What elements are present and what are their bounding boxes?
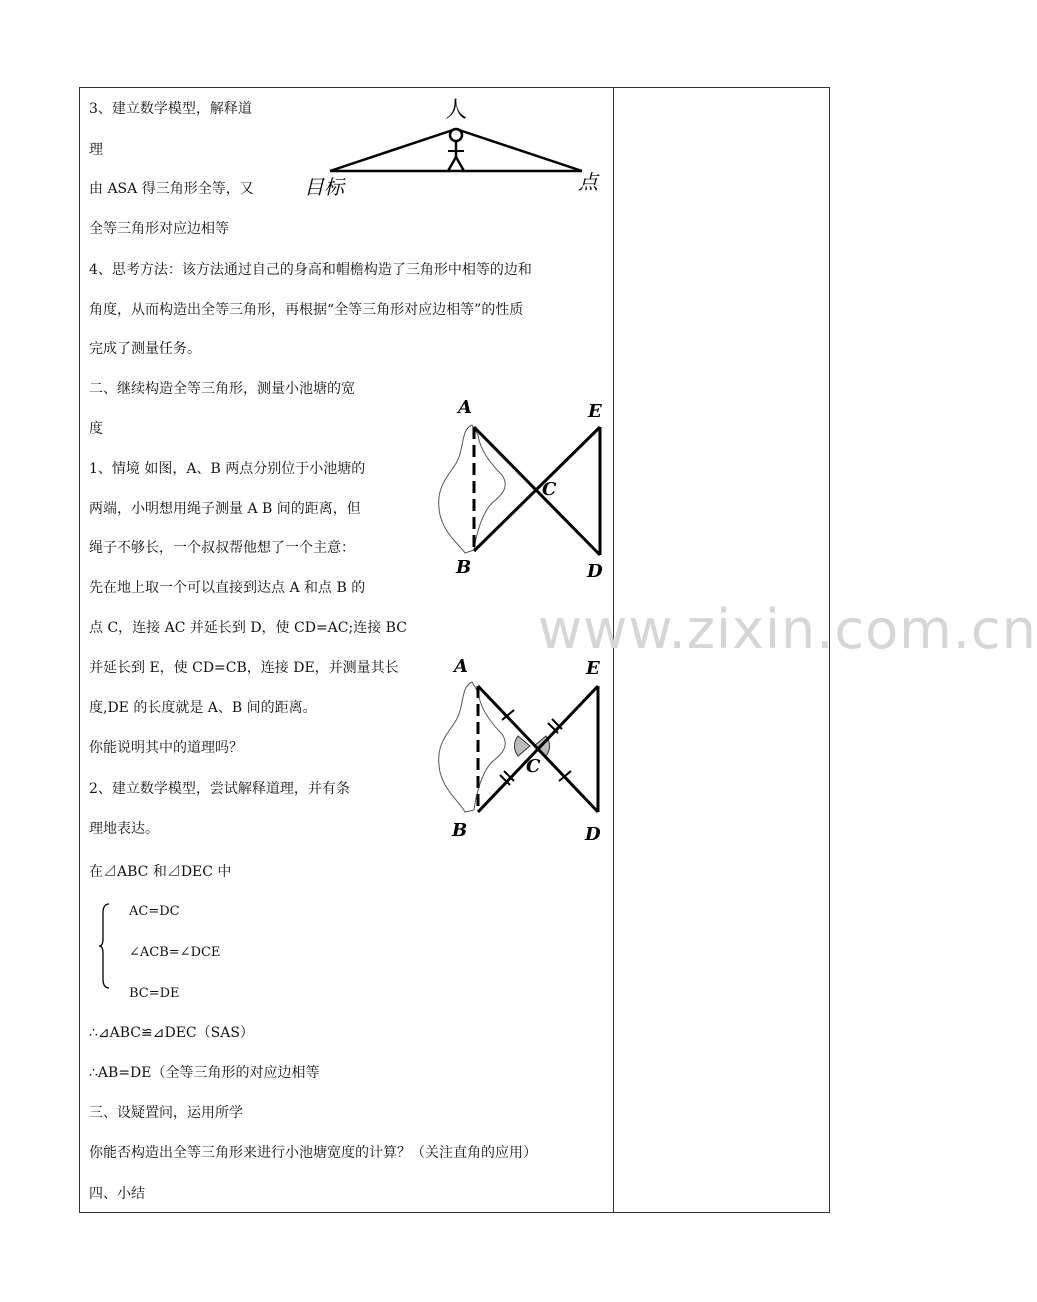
- point-A-label: A: [454, 656, 468, 677]
- part2-line: 点 C，连接 AC 并延长到 D，使 CD=AC;连接 BC: [89, 620, 407, 636]
- person-head: [450, 129, 462, 141]
- section4-line3: 完成了测量任务。: [89, 341, 201, 357]
- watermark: www.zixin.com.cn: [538, 598, 1037, 661]
- part2-title: 二、继续构造全等三角形，测量小池塘的宽: [89, 381, 355, 397]
- proof-intro: 在⊿ABC 和⊿DEC 中: [89, 864, 232, 880]
- pond-shape: [439, 425, 506, 553]
- point-A-label: A: [458, 397, 472, 418]
- part2-line: 理地表达。: [89, 821, 159, 837]
- part2-line: 度,DE 的长度就是 A、B 间的距离。: [89, 700, 317, 716]
- part2-line: 1、情境 如图，A、B 两点分别位于小池塘的: [89, 461, 366, 477]
- part2-line: 先在地上取一个可以直接到达点 A 和点 B 的: [89, 580, 366, 596]
- part3-question: 你能否构造出全等三角形来进行小池塘宽度的计算？（关注直角的应用）: [89, 1145, 537, 1161]
- part2-title-cont: 度: [89, 421, 103, 437]
- section4-line1: 4、思考方法：该方法通过自己的身高和帽檐构造了三角形中相等的边和: [89, 262, 532, 278]
- person-leg-right: [456, 157, 464, 171]
- part2-line: 绳子不够长，一个叔叔帮他想了一个主意：: [89, 540, 355, 556]
- point-C-label: C: [526, 756, 541, 777]
- person-leg-left: [448, 157, 456, 171]
- point-B-label: B: [456, 557, 472, 578]
- part4-title: 四、小结: [89, 1186, 145, 1202]
- section3-title-cont: 理: [89, 142, 103, 158]
- point-label: 点: [578, 170, 598, 194]
- point-B-label: B: [452, 820, 468, 841]
- proof-condition-2: ∠ACB=∠DCE: [129, 945, 221, 960]
- proof-conclusion-2: ∴AB=DE（全等三角形的对应边相等: [89, 1065, 320, 1081]
- point-D-label: D: [587, 561, 603, 582]
- figure-pond-triangles: [430, 395, 610, 585]
- part2-line: 2、建立数学模型，尝试解释道理，并有条: [89, 781, 350, 797]
- part2-line: 两端，小明想用绳子测量 A B 间的距离，但: [89, 501, 361, 517]
- point-D-label: D: [585, 824, 601, 845]
- sight-line-left: [330, 129, 456, 171]
- point-C-label: C: [542, 479, 557, 500]
- sight-line-right: [456, 129, 582, 171]
- figure-marked-triangles: [430, 652, 610, 847]
- section4-line2: 角度，从而构造出全等三角形，再根据“全等三角形对应边相等”的性质: [89, 302, 524, 318]
- point-E-label: E: [588, 401, 602, 422]
- section3-line1: 由 ASA 得三角形全等，又: [89, 181, 254, 197]
- part2-line: 并延长到 E，使 CD=CB，连接 DE，并测量其长: [89, 660, 399, 676]
- person-label: 人: [445, 98, 468, 123]
- section3-title: 3、建立数学模型，解释道: [89, 101, 252, 117]
- part2-line: 你能说明其中的道理吗？: [89, 740, 243, 756]
- target-label: 目标: [304, 175, 344, 199]
- section3-line2: 全等三角形对应边相等: [89, 221, 229, 237]
- proof-condition-3: BC=DE: [129, 986, 180, 1001]
- figure-person-triangle: [300, 95, 620, 205]
- left-brace: [98, 903, 110, 989]
- proof-condition-1: AC=DC: [129, 904, 180, 919]
- part3-title: 三、设疑置问，运用所学: [89, 1105, 243, 1121]
- proof-conclusion-1: ∴⊿ABC≌⊿DEC（SAS）: [89, 1025, 254, 1041]
- point-E-label: E: [586, 658, 600, 679]
